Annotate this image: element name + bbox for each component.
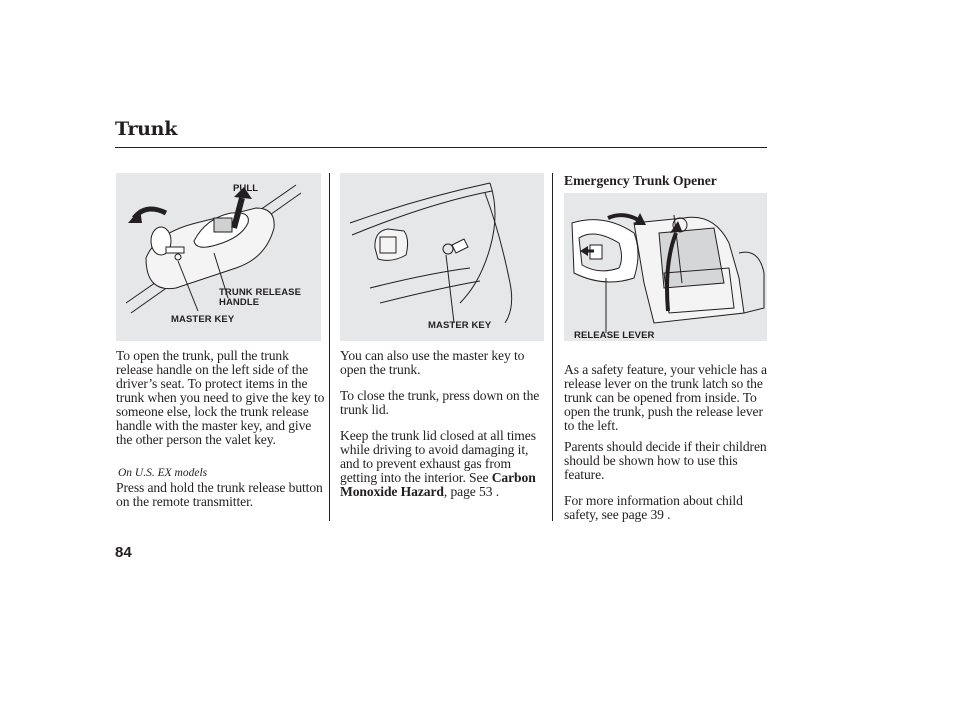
- column-divider-2: [552, 173, 553, 521]
- keep-lid-closed-warning: [340, 429, 545, 499]
- child-safety-reference: For more information about child safety, see page 39 .: [564, 493, 743, 522]
- trunk-release-handle-label: TRUNK RELEASE HANDLE: [219, 287, 302, 308]
- release-lever-label: RELEASE LEVER: [574, 330, 655, 341]
- keep-lid-closed-text: Keep the trunk lid closed at all times while driving to avoid damaging it, and to prevent exhaust gas from getting into the interior. See: [340, 428, 536, 485]
- emergency-trunk-opener-heading: Emergency Trunk Opener: [564, 173, 717, 188]
- remote-transmitter-instructions: Press and hold the trunk release button on the remote transmitter.: [116, 480, 323, 509]
- master-key-label-2: MASTER KEY: [428, 320, 492, 331]
- model-note: On U.S. EX models: [118, 467, 208, 479]
- emergency-trunk-opener-drawing: [564, 193, 767, 341]
- trunk-release-handle-illustration: [116, 173, 321, 341]
- column-divider-1: [329, 173, 330, 521]
- emergency-trunk-opener-illustration: [564, 193, 767, 341]
- parents-guidance: Parents should decide if their children should be shown how to use this feature.: [564, 439, 767, 482]
- trunk-key-lock-drawing: [340, 173, 544, 341]
- page-reference-text: , page 53 .: [443, 484, 500, 499]
- trunk-open-instructions: To open the trunk, pull the trunk release handle on the left side of the driver’s seat. To protect items in the trunk when you need to give the key to someone else, lock the trunk release handle with the master key, and give the other person the valet key.: [116, 348, 325, 447]
- page-number: 84: [115, 544, 132, 561]
- release-lever-description: As a safety feature, your vehicle has a release lever on the trunk latch so the trunk can be opened from inside. To open the trunk, push the release lever to the left.: [564, 362, 767, 433]
- pull-label: PULL: [233, 183, 259, 194]
- master-key-instructions: You can also use the master key to open the trunk.: [340, 348, 525, 377]
- master-key-label: MASTER KEY: [171, 314, 235, 325]
- page-title: Trunk: [115, 118, 178, 140]
- carbon-monoxide-hazard-reference: Carbon Monoxide Hazard: [340, 470, 536, 499]
- close-trunk-instructions: To close the trunk, press down on the trunk lid.: [340, 388, 540, 417]
- title-rule: [115, 147, 767, 148]
- trunk-key-lock-illustration: [340, 173, 544, 341]
